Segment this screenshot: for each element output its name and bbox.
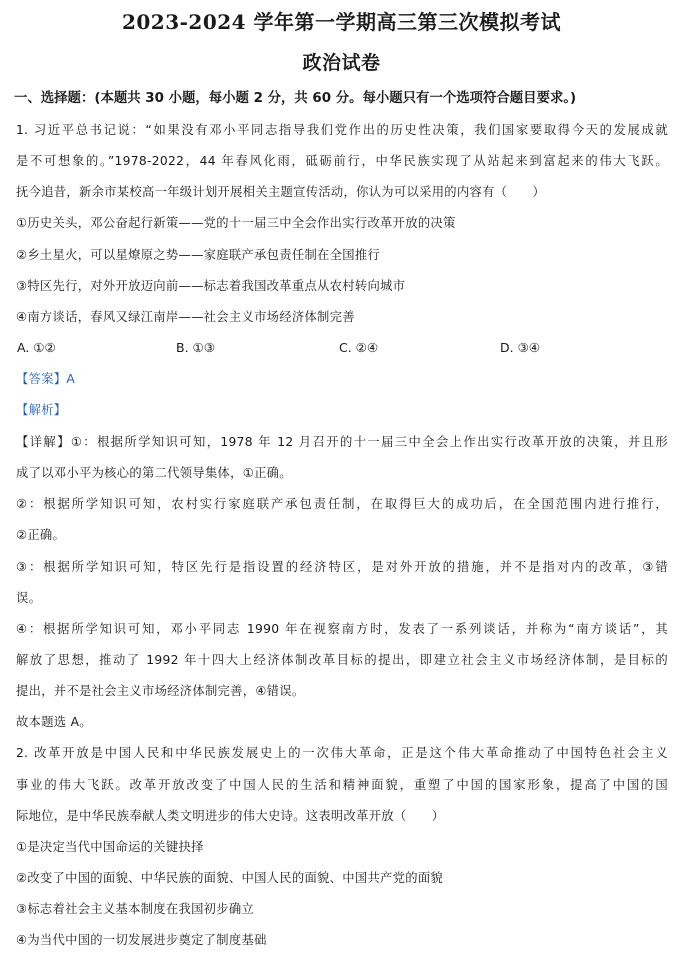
q2-item: ④为当代中国的一切发展进步奠定了制度基础 — [16, 933, 267, 947]
q2-item: ②改变了中国的面貌、中华民族的面貌、中国人民的面貌、中国共产党的面貌 — [16, 871, 444, 885]
q2-stem-line: 事业的伟大飞跃。改革开放改变了中国人民的生活和精神面貌，重塑了中国的国家形象，提高了中国的国 — [16, 778, 668, 792]
q1-option-a: A. ①② — [17, 340, 56, 355]
q1-detail-line: ②正确。 — [16, 528, 66, 542]
q1-detail-line: 误。 — [16, 591, 42, 605]
q1-detail-line: 解放了思想，推动了 1992 年十四大上经济体制改革目标的提出，即建立社会主义市场经济体制，是目标的 — [16, 653, 668, 667]
q2-stem-line: 2. 改革开放是中国人民和中华民族发展史上的一次伟大革命，正是这个伟大革命推动了中国特色社会主义 — [16, 746, 668, 760]
q1-detail-line: ③：根据所学知识可知，特区先行是指设置的经济特区，是对外开放的措施，并不是指对内的改革，③错 — [16, 560, 668, 574]
q1-stem-line: 是不可想象的。”1978-2022，44 年春风化雨，砥砺前行，中华民族实现了从站起来到富起来的伟大飞跃。 — [16, 154, 668, 168]
q1-conclusion: 故本题选 A。 — [16, 715, 92, 729]
q1-item: ②乡土星火，可以星燎原之势——家庭联产承包责任制在全国推行 — [16, 248, 381, 262]
q1-stem-line: 1. 习近平总书记说：“如果没有邓小平同志指导我们党作出的历史性决策，我们国家要取得今天的发展成就 — [16, 123, 668, 137]
section-heading: 一、选择题：(本题共 30 小题，每小题 2 分，共 60 分。每小题只有一个选项符合题目要求。) — [14, 91, 577, 106]
q1-item: ③特区先行，对外开放迈向前——标志着我国改革重点从农村转向城市 — [16, 279, 406, 293]
q1-option-c: C. ②④ — [339, 340, 379, 355]
q1-option-d: D. ③④ — [500, 340, 540, 355]
q1-stem-line: 抚今追昔，新余市某校高一年级计划开展相关主题宣传活动，你认为可以采用的内容有（ ） — [16, 185, 546, 199]
q1-detail-line: ②：根据所学知识可知，农村实行家庭联产承包责任制，在取得巨大的成功后，在全国范围内进行推行， — [16, 497, 668, 511]
q1-answer — [16, 371, 668, 387]
q2-stem-line: 际地位，是中华民族奉献人类文明进步的伟大史诗。这表明改革开放（ ） — [16, 809, 445, 823]
q1-detail-line: 成了以邓小平为核心的第二代领导集体，①正确。 — [16, 466, 292, 480]
q2-item: ③标志着社会主义基本制度在我国初步确立 — [16, 902, 255, 916]
q1-detail-line: 【详解】①：根据所学知识可知，1978 年 12 月召开的十一届三中全会上作出实行改革开放的决策，并且形 — [16, 435, 668, 449]
answer-label: 【答案】A — [16, 372, 76, 386]
q1-option-b: B. ①③ — [176, 340, 215, 355]
exam-title: 2023-2024 学年第一学期高三第三次模拟考试 — [121, 10, 562, 34]
q1-item: ①历史关头，邓公奋起行新策——党的十一届三中全会作出实行改革开放的决策 — [16, 216, 456, 230]
q1-detail-line: 提出，并不是社会主义市场经济体制完善，④错误。 — [16, 684, 305, 698]
q2-item: ①是决定当代中国命运的关键抉择 — [16, 840, 204, 854]
q1-item: ④南方谈话，春风又绿江南岸——社会主义市场经济体制完善 — [16, 310, 355, 324]
q1-analysis-label: 【解析】 — [16, 403, 67, 417]
q1-detail-line: ④：根据所学知识可知，邓小平同志 1990 年在视察南方时，发表了一系列谈话，并称为“南方谈话”，其 — [16, 622, 668, 636]
exam-subtitle: 政治试卷 — [302, 52, 381, 74]
